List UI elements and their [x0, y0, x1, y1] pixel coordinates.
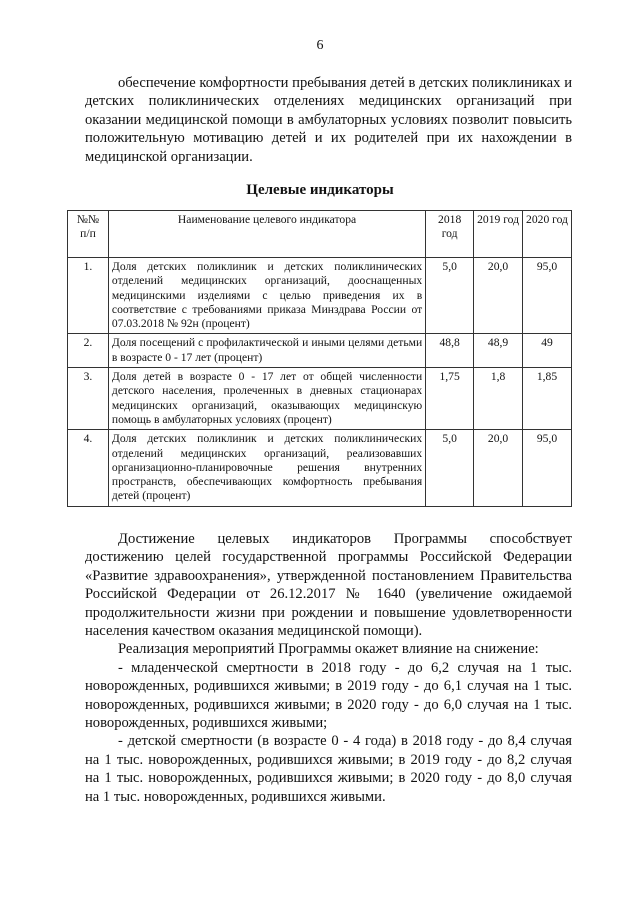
value-2019: 1,8 [474, 368, 523, 430]
body-paragraph: Достижение целевых индикаторов Программы способствует достижению целей государственной программы Российской Федерации «Развитие здравоохранения», утвержденной постановлением Правительства Российской Федерации от 26.12.2017 № 1640 (увеличение ожидаемой продолжительности жизни при рождении и повышение удовлетворенности населения качеством оказания медицинской помощи). [85, 531, 572, 640]
value-2020: 1,85 [523, 368, 572, 430]
value-2018: 1,75 [426, 368, 474, 430]
value-2018: 48,8 [426, 334, 474, 368]
value-2019: 20,0 [474, 258, 523, 334]
indicators-table [67, 210, 572, 507]
table-row [68, 368, 572, 430]
row-number: 3. [68, 368, 109, 430]
value-2018: 5,0 [426, 258, 474, 334]
value-2019: 20,0 [474, 430, 523, 506]
header-2019: 2019 год [474, 211, 523, 258]
value-2018: 5,0 [426, 430, 474, 506]
header-2020: 2020 год [523, 211, 572, 258]
value-2020: 49 [523, 334, 572, 368]
header-2018: 2018 год [426, 211, 474, 258]
body-paragraph: - детской смертности (в возрасте 0 - 4 года) в 2018 году - до 8,4 случая на 1 тыс. новорожденных, родившихся живыми; в 2019 году - до 8,2 случая на 1 тыс. новорожденных, родившихся живыми; в 2020 году - до 8,0 случая на 1 тыс. новорожденных, родившихся живыми. [85, 733, 572, 805]
indicator-name: Доля детских поликлиник и детских поликлинических отделений медицинских организаций, реализовавших организационно-планировочные решения внутренних пространств, обеспечивающих комфортность пребывания детей (процент) [108, 430, 425, 506]
value-2020: 95,0 [523, 430, 572, 506]
page-number: 6 [316, 38, 324, 53]
intro-paragraph: обеспечение комфортности пребывания детей в детских поликлиниках и детских поликлинических отделениях медицинских организаций при оказании медицинской помощи в амбулаторных условиях позволит повысить положительную мотивацию детей и их родителей при их нахождении в медицинской организации. [85, 75, 572, 165]
table-row [68, 258, 572, 334]
row-number: 1. [68, 258, 109, 334]
value-2020: 95,0 [523, 258, 572, 334]
indicator-name: Доля детей в возрасте 0 - 17 лет от общей численности детского населения, пролеченных в дневных стационарах медицинских организаций, оказывающих медицинскую помощь в амбулаторных условиях (процент) [108, 368, 425, 430]
body-paragraph: - младенческой смертности в 2018 году - до 6,2 случая на 1 тыс. новорожденных, родившихся живыми; в 2019 году - до 6,1 случая на 1 тыс. новорожденных, родившихся живыми; в 2020 году - до 6,0 случая на 1 тыс. новорожденных, родившихся живыми; [85, 659, 572, 732]
table-row [68, 334, 572, 368]
value-2019: 48,9 [474, 334, 523, 368]
body-paragraph: Реализация мероприятий Программы окажет влияние на снижение: [118, 641, 539, 658]
header-num: №№ п/п [68, 211, 109, 258]
row-number: 2. [68, 334, 109, 368]
row-number: 4. [68, 430, 109, 506]
table-row [68, 430, 572, 506]
body-text [85, 530, 572, 806]
indicator-name: Доля детских поликлиник и детских поликлинических отделений медицинских организаций, дооснащенных медицинскими изделиями с целью приведения их в соответствие с требованиями приказа Минздрава России от 07.03.2018 № 92н (процент) [108, 258, 425, 334]
header-name: Наименование целевого индикатора [108, 211, 425, 258]
table-header-row [68, 211, 572, 258]
section-title: Целевые индикаторы [246, 182, 394, 198]
indicator-name: Доля посещений с профилактической и иными целями детьми в возрасте 0 - 17 лет (процент) [108, 334, 425, 368]
